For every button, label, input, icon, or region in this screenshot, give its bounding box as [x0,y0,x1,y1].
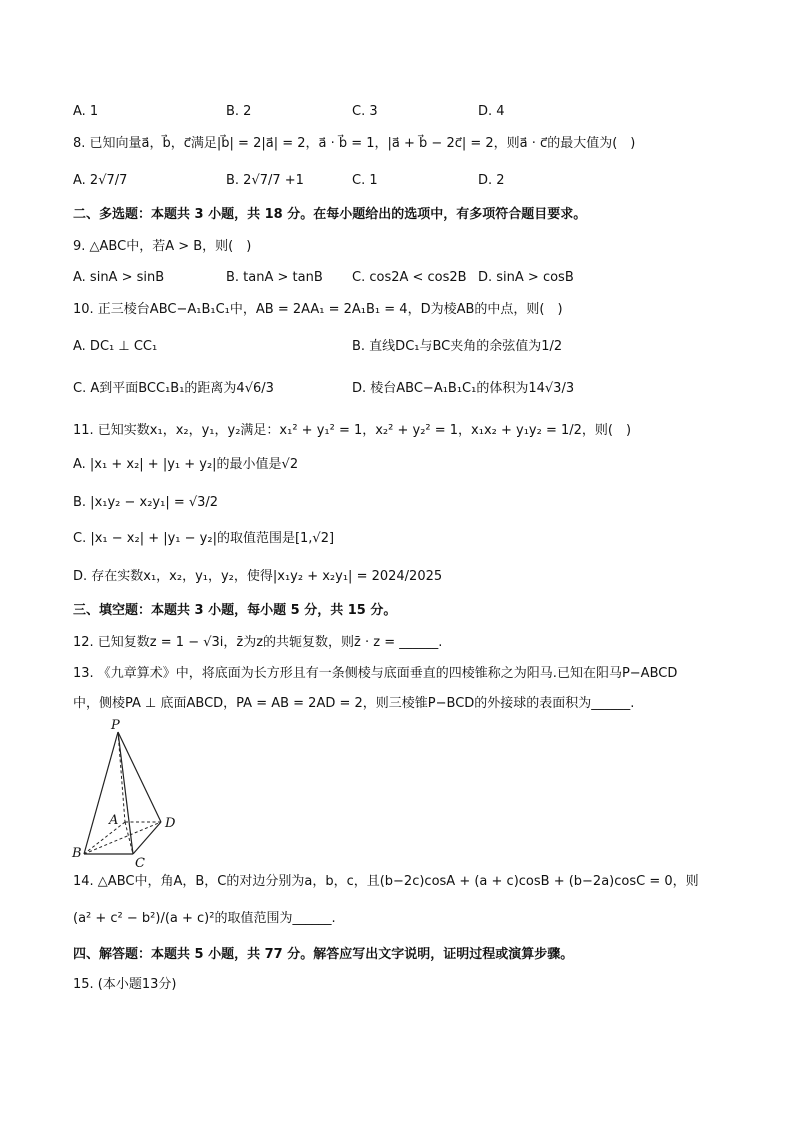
q11-option-a: A. |x₁ + x₂| + |y₁ + y₂|的最小值是√2 [73,457,299,472]
q7-option-b: B. 2 [226,104,252,119]
edge-pb [84,732,118,854]
q11-option-b: B. |x₁y₂ − x₂y₁| = √3/2 [73,495,219,510]
label-p: P [111,718,120,733]
q9-option-b: B. tanA > tanB [226,270,323,285]
edge-ac [125,822,133,854]
q8-option-c: C. 1 [352,173,378,188]
q7-option-c: C. 3 [352,104,378,119]
section-2-heading: 二、多选题：本题共 3 小题，共 18 分。在每小题给出的选项中，有多项符合题目要求。 [73,207,587,222]
edge-pc [118,732,133,854]
label-d: D [165,816,176,831]
q8-option-b: B. 2√7/7 +1 [226,173,304,188]
q10-option-b: B. 直线DC₁与BC夹角的余弦值为1/2 [352,339,563,354]
q9-option-c: C. cos2A < cos2B [352,270,467,285]
q8-option-d: D. 2 [478,173,505,188]
q8-option-a: A. 2√7/7 [73,173,128,188]
edge-bd [84,822,161,854]
q10-option-c: C. A到平面BCC₁B₁的距离为4√6/3 [73,381,274,396]
q10-option-a: A. DC₁ ⊥ CC₁ [73,339,158,354]
q11-option-c: C. |x₁ − x₂| + |y₁ − y₂|的取值范围是[1,√2] [73,531,335,546]
q14-line-1: 14. △ABC中，角A，B，C的对边分别为a，b，c，且(b−2c)cosA + (a + c)cosB + (b−2a)cosC = 0，则 [73,874,699,889]
edge-cd [133,822,161,854]
q11-option-d: D. 存在实数x₁，x₂，y₁，y₂，使得|x₁y₂ + x₂y₁| = 2024/2025 [73,569,443,584]
q11-stem: 11. 已知实数x₁，x₂，y₁，y₂满足：x₁² + y₁² = 1，x₂² + y₂² = 1，x₁x₂ + y₁y₂ = 1/2，则( ) [73,423,632,438]
edge-ab [84,822,125,854]
q9-option-a: A. sinA > sinB [73,270,165,285]
q9-stem: 9. △ABC中，若A > B，则( ) [73,239,252,254]
q14-line-2: (a² + c² − b²)/(a + c)²的取值范围为______. [73,911,336,926]
q9-option-d: D. sinA > cosB [478,270,574,285]
q8-stem: 8. 已知向量a⃗，b⃗，c⃗满足|b⃗| = 2|a⃗| = 2，a⃗ · b⃗ = 1，|a⃗ + b⃗ − 2c⃗| = 2，则a⃗ · c⃗的最大值为( ) [73,136,636,151]
label-c: C [135,856,145,868]
q7-option-d: D. 4 [478,104,505,119]
q10-option-d: D. 棱台ABC−A₁B₁C₁的体积为14√3/3 [352,381,575,396]
edge-pd [118,732,161,822]
section-4-heading: 四、解答题：本题共 5 小题，共 77 分。解答应写出文字说明，证明过程或演算步骤。 [73,947,574,962]
q13-line-1: 13. 《九章算术》中，将底面为长方形且有一条侧棱与底面垂直的四棱锥称之为阳马.已知在阳马P−ABCD [73,666,678,681]
q12-stem: 12. 已知复数z = 1 − √3i，z̄为z的共轭复数，则z̄ · z = ______. [73,635,443,650]
q10-stem: 10. 正三棱台ABC−A₁B₁C₁中，AB = 2AA₁ = 2A₁B₁ = 4，D为棱AB的中点，则( ) [73,302,563,317]
q13-line-2: 中，侧棱PA ⊥ 底面ABCD，PA = AB = 2AD = 2，则三棱锥P−BCD的外接球的表面积为______. [73,696,635,711]
section-3-heading: 三、填空题：本题共 3 小题，每小题 5 分，共 15 分。 [73,603,397,618]
label-a: A [109,813,119,828]
q7-option-a: A. 1 [73,104,99,119]
pyramid-figure [68,716,188,868]
label-b: B [72,846,82,861]
q15-heading: 15. (本小题13分) [73,977,177,992]
